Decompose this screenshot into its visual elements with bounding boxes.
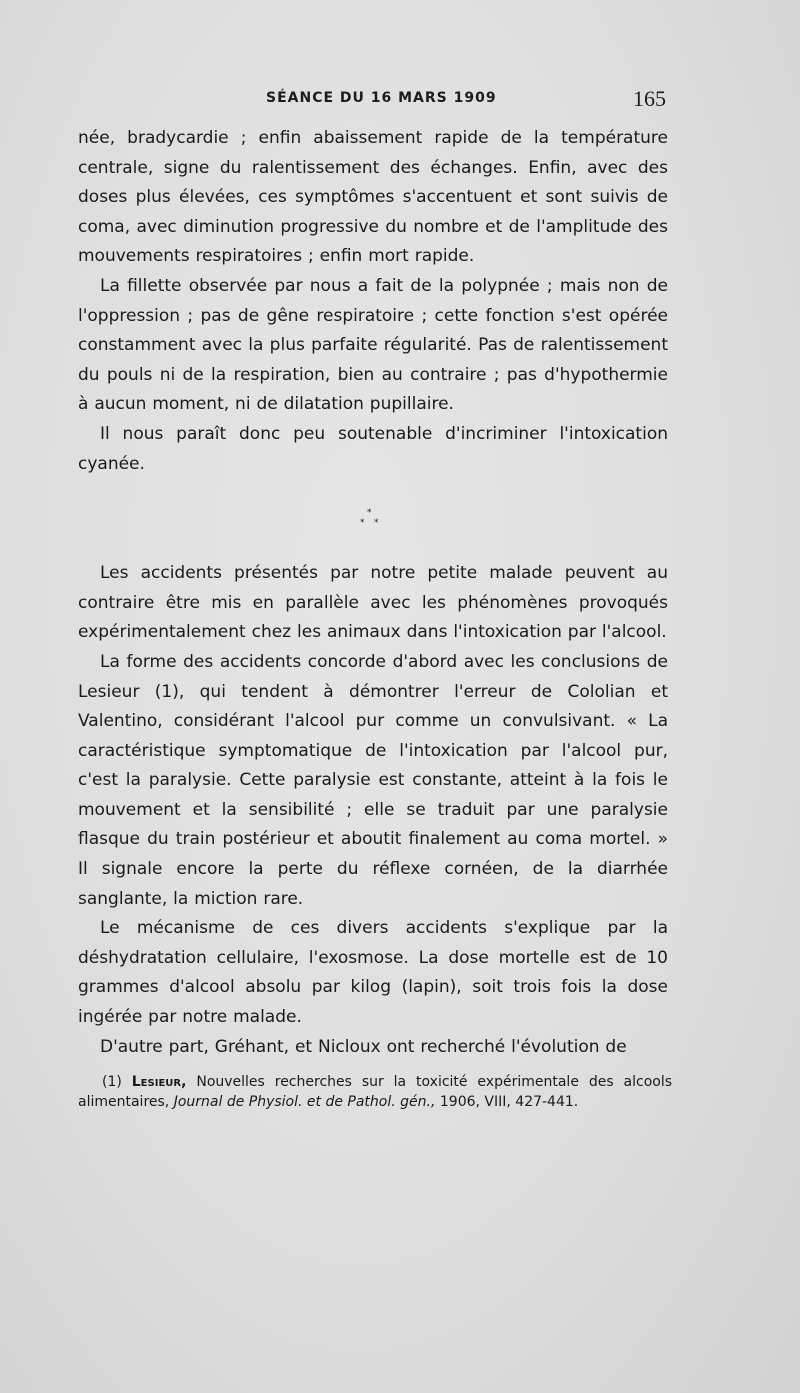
- footnote-reference: 1906, VIII, 427-441.: [439, 1094, 579, 1110]
- page-header: [78, 86, 666, 116]
- footnote-marker: (1): [102, 1074, 122, 1090]
- footnote-journal: Journal de Physiol. et de Pathol. gén.,: [173, 1094, 436, 1110]
- separator-star: *: [374, 518, 379, 529]
- page-number: 165: [633, 86, 666, 111]
- running-title: SÉANCE DU 16 MARS 1909: [266, 90, 497, 106]
- section-separator: [78, 479, 668, 559]
- separator-star: *: [367, 508, 372, 519]
- separator-star: *: [360, 518, 365, 529]
- paragraph: La fillette observée par nous a fait de la polypnée ; mais non de l'oppression ; pas de gêne respiratoire ; cette fonction s'est opérée constamment avec la plus parfaite régularité. Pas de ralentissement du pouls ni de la respiration, bien au contraire ; pas d'hypothermie à aucun moment, ni de dilatation pupillaire.: [78, 275, 668, 415]
- paragraph: Les accidents présentés par notre petite malade peuvent au contraire être mis en parallèle avec les phénomènes provoqués expérimentalement chez les animaux dans l'intoxication par l'alcool.: [78, 563, 668, 643]
- main-text: [78, 124, 668, 1062]
- footnote: [78, 1072, 672, 1112]
- footnote-author: Lesieur,: [131, 1074, 187, 1090]
- paragraph: La forme des accidents concorde d'abord avec les conclusions de Lesieur (1), qui tendent à démontrer l'erreur de Cololian et Valentino, considérant l'alcool pur comme un convulsivant. « La caractéristique symptomatique de l'intoxication par l'alcool pur, c'est la paralysie. Cette paralysie est constante, atteint à la fois le mouvement et la sensibilité ; elle se traduit par une paralysie flasque du train postérieur et aboutit finalement au coma mortel. » Il signale encore la perte du réflexe cornéen, de la diarrhée sanglante, la miction rare.: [78, 651, 668, 909]
- footnote-text: Nouvelles recherches sur la toxicité expérimentale des alcools alimentaires,: [78, 1074, 673, 1110]
- paragraph: Il nous paraît donc peu soutenable d'incriminer l'intoxication cyanée.: [78, 423, 668, 474]
- paragraph: née, bradycardie ; enfin abaissement rapide de la température centrale, signe du ralentissement des échanges. Enfin, avec des doses plus élevées, ces symptômes s'accentuent et sont suivis de coma, avec diminution progressive du nombre et de l'amplitude des mouvements respiratoires ; enfin mort rapide.: [78, 128, 668, 267]
- paragraph: Le mécanisme de ces divers accidents s'explique par la déshydratation cellulaire, l'exosmose. La dose mortelle est de 10 grammes d'alcool absolu par kilog (lapin), soit trois fois la dose ingérée par notre malade.: [78, 918, 668, 1028]
- paragraph: D'autre part, Gréhant, et Nicloux ont recherché l'évolution de: [100, 1036, 627, 1057]
